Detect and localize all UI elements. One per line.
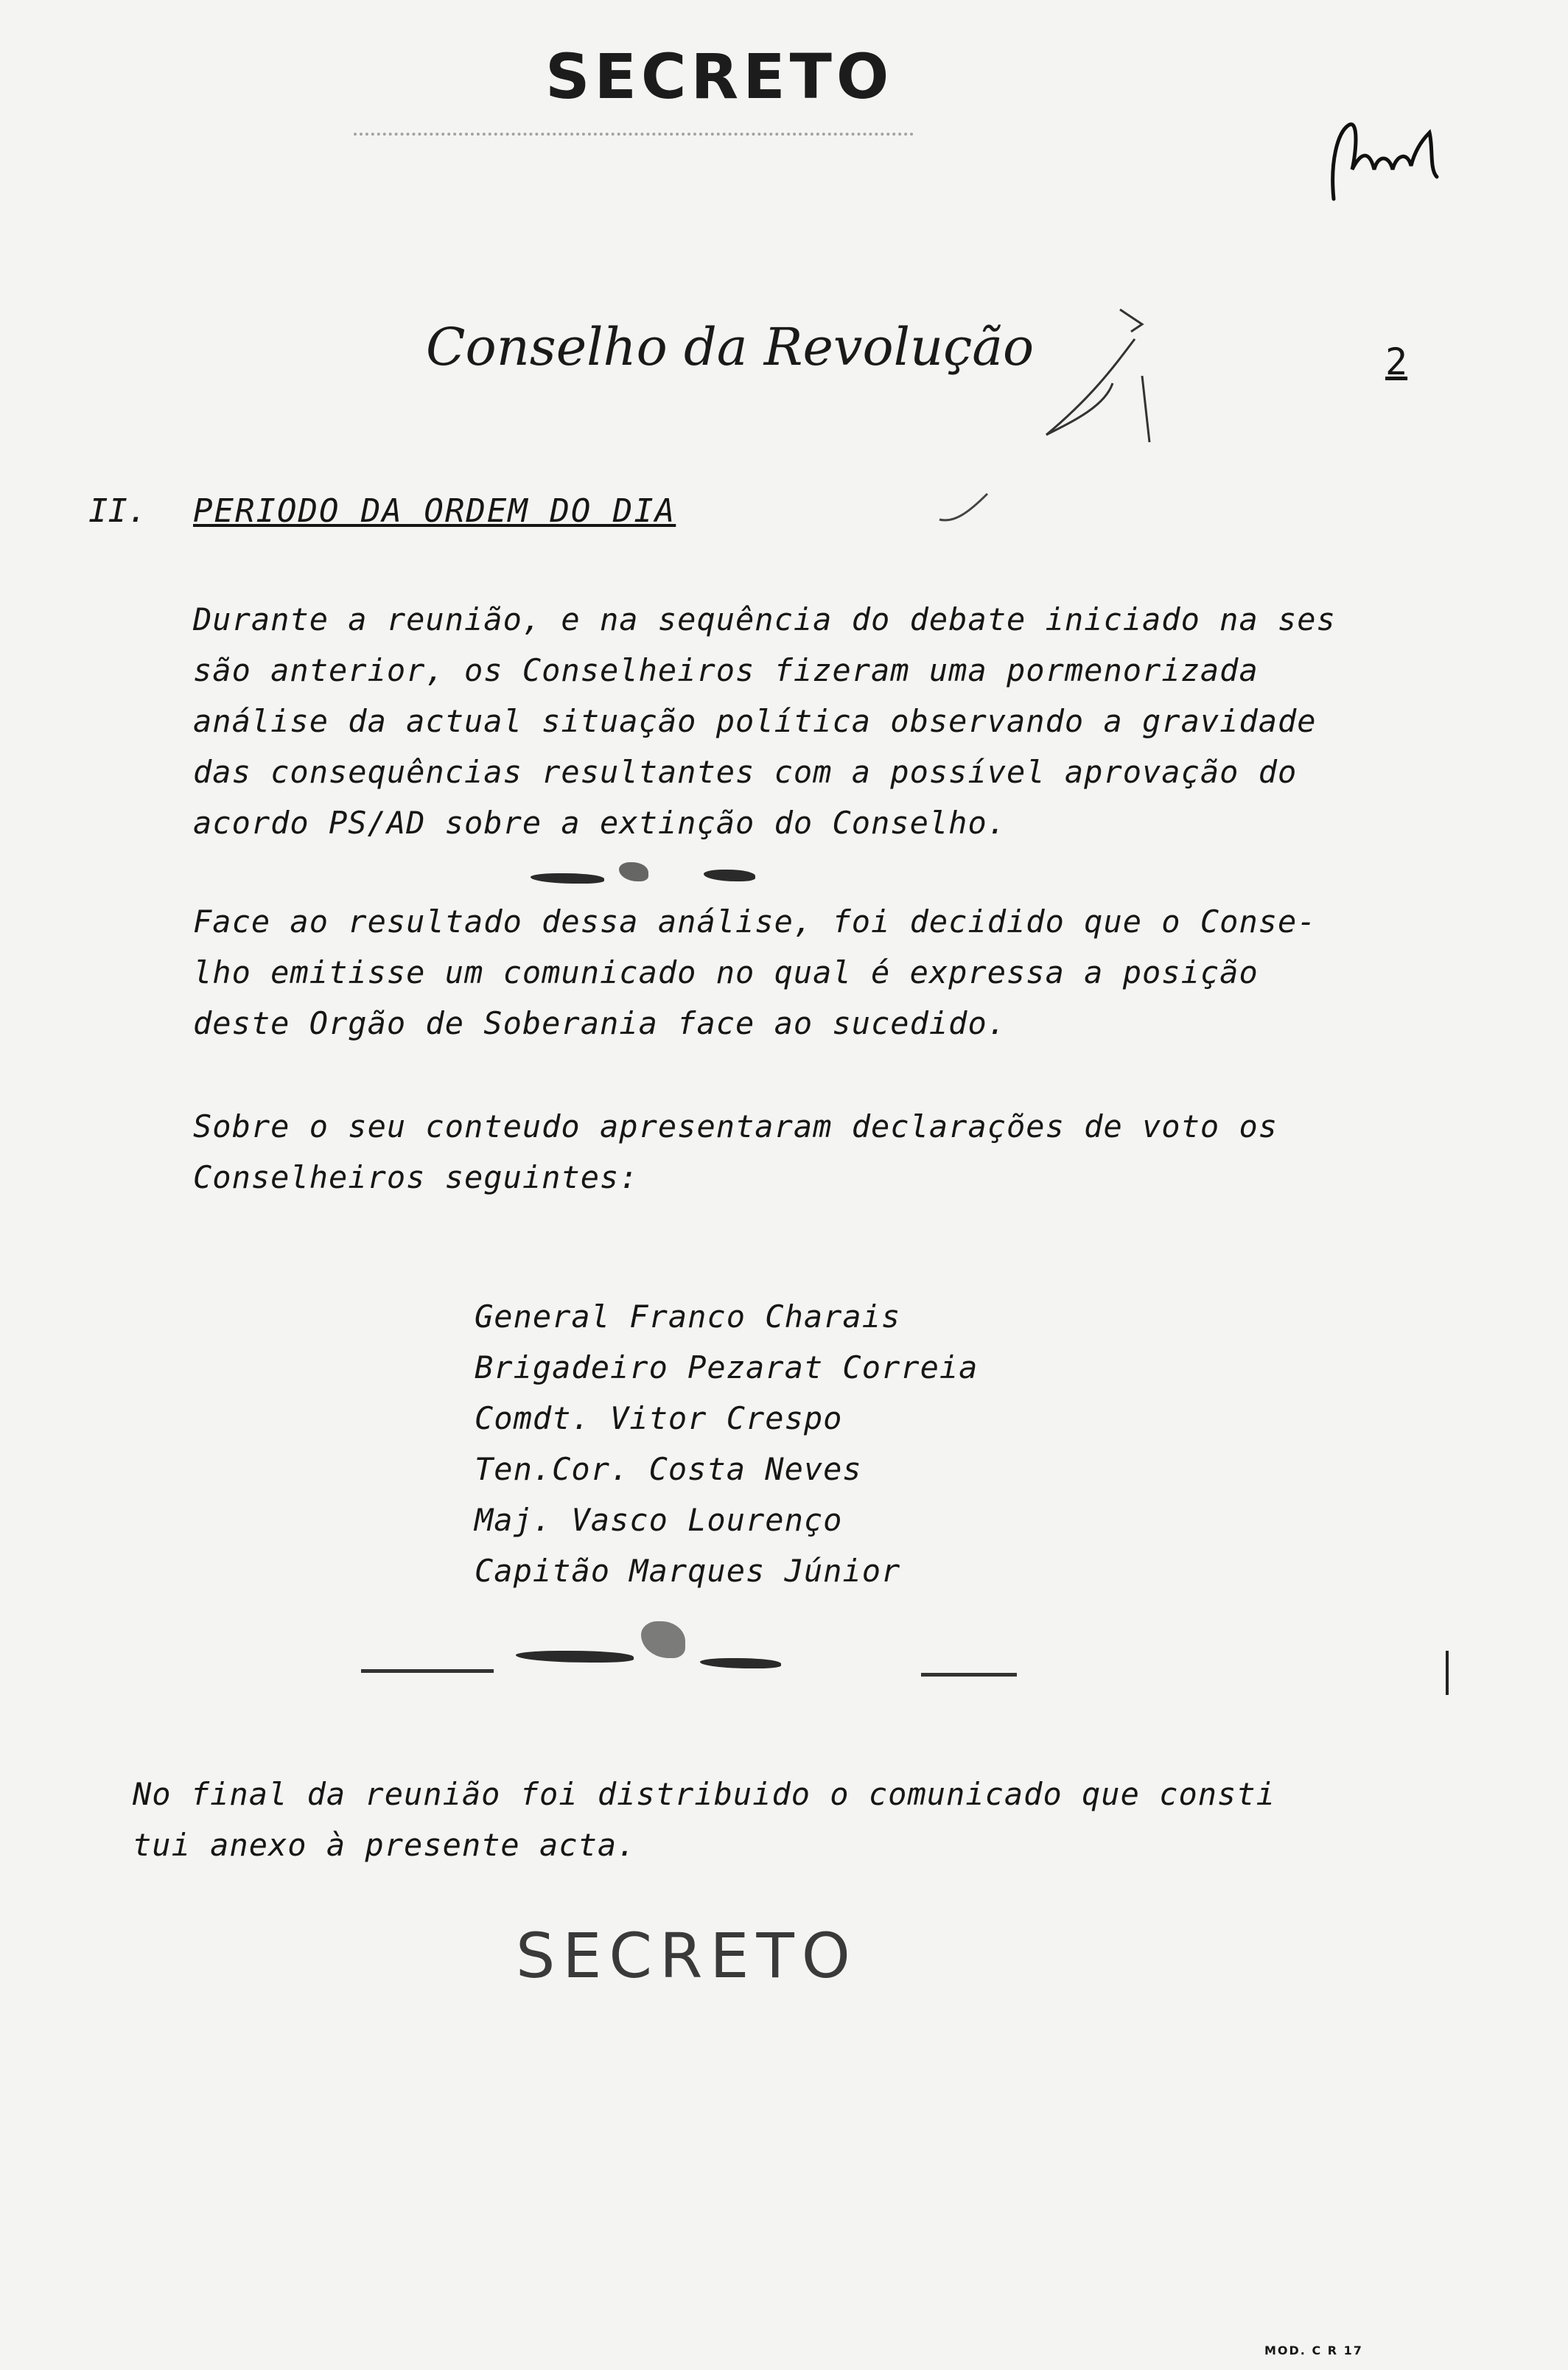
councillor-name: Maj. Vasco Lourenço <box>475 1502 843 1538</box>
paragraph-debate <box>193 594 1336 848</box>
paragraph-declarations <box>193 1101 1278 1203</box>
text-line: Face ao resultado dessa análise, foi decidido que o Conse- <box>193 903 1317 940</box>
text-line: são anterior, os Conselheiros fizeram uma pormenorizada <box>193 652 1259 688</box>
text-line: Sobre o seu conteudo apresentaram declarações de voto os <box>193 1108 1278 1144</box>
page-number: 2 <box>1385 340 1408 383</box>
ink-smudge <box>641 1621 685 1658</box>
councillor-name: Brigadeiro Pezarat Correia <box>475 1349 979 1385</box>
text-line: tui anexo à presente acta. <box>133 1827 637 1863</box>
ink-smudge <box>704 870 755 881</box>
text-line: Conselheiros seguintes: <box>193 1159 639 1195</box>
text-line: lho emitisse um comunicado no qual é expressa a posição <box>193 954 1259 990</box>
text-line: análise da actual situação política observando a gravidade <box>193 703 1317 739</box>
text-line: No final da reunião foi distribuido o comunicado que consti <box>133 1776 1275 1812</box>
ink-smudge <box>619 862 648 881</box>
stamp-noise <box>354 133 914 140</box>
form-code: MOD. C R 17 <box>1264 2343 1363 2357</box>
text-line: deste Orgão de Soberania face ao sucedido. <box>193 1005 1007 1041</box>
section-title: PERIODO DA ORDEM DO DIA <box>193 492 676 530</box>
councillor-name: Ten.Cor. Costa Neves <box>475 1451 862 1487</box>
check-mark <box>936 486 995 531</box>
ink-smudge <box>516 1651 634 1663</box>
dash-line <box>361 1669 494 1673</box>
dash-line <box>921 1673 1017 1677</box>
ink-smudge <box>531 873 604 884</box>
edge-mark <box>1446 1651 1449 1695</box>
ink-smudge <box>700 1658 781 1668</box>
councillors-list <box>475 1291 978 1596</box>
paragraph-closing <box>133 1769 1275 1870</box>
handwritten-signature <box>1319 111 1452 214</box>
councillor-name: Capitão Marques Júnior <box>475 1553 901 1589</box>
paragraph-decision <box>193 896 1317 1049</box>
councillor-name: Comdt. Vitor Crespo <box>475 1400 843 1436</box>
text-line: das consequências resultantes com a possível aprovação do <box>193 754 1298 790</box>
text-line: acordo PS/AD sobre a extinção do Conselho. <box>193 805 1007 841</box>
secret-stamp-bottom: SECRETO <box>516 1920 858 1992</box>
text-line: Durante a reunião, e na sequência do debate iniciado na ses <box>193 601 1336 637</box>
section-number: II. <box>88 492 147 530</box>
councillor-name: General Franco Charais <box>475 1298 901 1335</box>
letterhead-title: Conselho da Revolução <box>426 317 1035 377</box>
pencil-marks <box>1032 295 1179 457</box>
secret-stamp-top: SECRETO <box>545 41 894 113</box>
